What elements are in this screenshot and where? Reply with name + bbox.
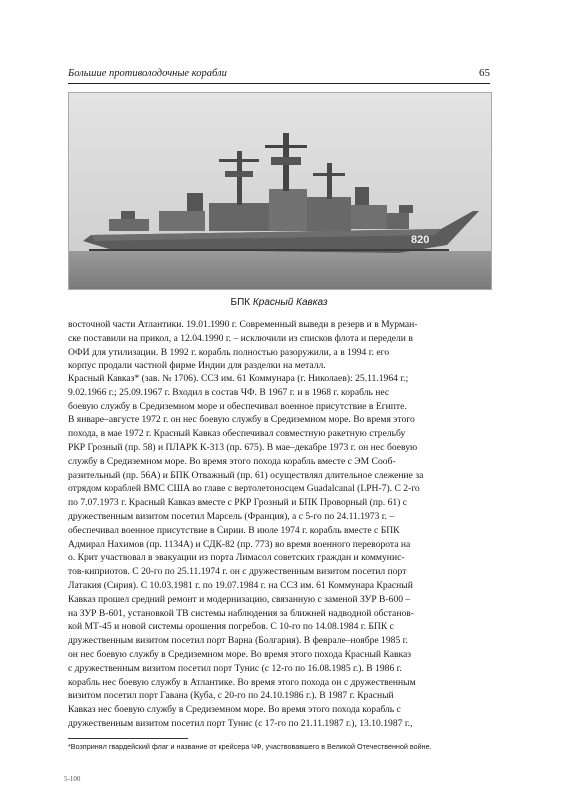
text-line: тов-киприотов. С 20-го по 25.11.1974 г. он с дружественным визитом посетил порт [68,566,407,578]
text-line: корабль нес боевую службу в Атлантике. Во время этого похода он с дружественным [68,676,416,688]
paragraph-2 [68,372,490,731]
text-line: боевую службу в Средиземном море и обеспечивал военное присутствие в Египте. [68,400,407,412]
text-line: обеспечивал военное присутствие в Сирии. В июле 1974 г. корабль вместе с БПК [68,524,400,536]
text-line: Латакия (Сирия). С 10.03.1981 г. по 19.07.1984 г. на ССЗ им. 61 Коммунара Красный [68,579,413,591]
page-number: 65 [479,67,490,79]
text-line: по 7.07.1973 г. Красный Кавказ вместе с РКР Грозный и БПК Проворный (пр. 61) с [68,497,408,509]
footnote-rule [68,738,188,739]
text-line: визитом посетил порт Гавана (Куба, с 20-го по 24.10.1986 г.). В 1987 г. Красный [68,690,394,702]
caption-prefix: БПК [230,297,253,308]
text-line: Кавказ нес боевую службу в Средиземном море. Во время этого похода корабль с [68,704,401,716]
text-line: с дружественным визитом посетил порт Тунис (с 12-го по 16.08.1985 г.). В 1986 г. [68,662,402,674]
running-header [68,67,490,84]
text-line: службу в Средиземном море. Во время этого похода корабль вместе с ЭМ Сооб- [68,455,396,467]
text-line: ОФИ для утилизации. В 1992 г. корабль полностью разоружили, а в 1994 г. его [68,346,390,358]
text-line: отрядом кораблей ВМС США во главе с вертолетоносцем Guadalcanal (LPH-7). С 2-го [68,483,420,495]
text-line: корпус продали частной фирме Индии для разделки на металл. [68,360,326,372]
hull-number: 820 [411,234,430,246]
signature-mark: 5-100 [64,775,81,783]
ship-photo [68,92,492,290]
text-line: Красный Кавказ* (зав. № 1706). ССЗ им. 61 Коммунара (г. Николаев): 25.11.1964 г.; [68,373,409,384]
text-line: Кавказ прошел средний ремонт и модернизацию, связанную с заменой ЗУР В-600 – [68,593,411,605]
text-line: ске поставили на прикол, а 12.04.1990 г. – исключили из списков флота и передели в [68,332,413,344]
footnote: *Возпринял гвардейский флаг и название от крейсера ЧФ, участвовавшего в Великой Отечественной войне. [68,742,432,751]
text-line: на ЗУР В-601, установкой ТВ системы наблюдения за ближней надводной обстанов- [68,607,414,619]
paragraph-1 [68,318,490,373]
text-line: разительный (пр. 56А) и БПК Отважный (пр. 61) осуществлял длительное слежение за [68,469,424,481]
caption-ship-name: Красный Кавказ [252,297,328,308]
text-line: он нес боевую службу в Средиземном море. Во время этого похода Красный Кавказ [68,648,412,660]
text-line: дружественным визитом посетил порт Тунис (с 17-го по 21.11.1987 г.), 13.10.1987 г., [68,717,413,729]
photo-caption [68,297,490,308]
text-line: РКР Грозный (пр. 58) и ПЛАРК К-313 (пр. 675). В мае–декабре 1973 г. он нес боевую [68,441,418,453]
text-line: кой МТ-45 и новой системы орошения погребов. С 10-го по 14.08.1984 г. БПК с [68,621,394,633]
text-line: дружественным визитом посетил Марсель (Франция), а с 5-го по 24.11.1973 г. – [68,510,395,522]
text-line: 9.02.1966 г.; 25.09.1967 г. Входил в состав ЧФ. В 1967 г. и в 1968 г. корабль нес [68,386,390,398]
text-line: восточной части Атлантики. 19.01.1990 г. Современный выведи в резерв и в Мурман- [68,319,418,330]
text-line: о. Крит участвовал в эвакуации из порта Лимасол советских граждан и коммунис- [68,552,405,564]
text-line: дружественным визитом посетил порт Варна (Болгария). В феврале–ноябре 1985 г. [68,635,408,647]
text-line: похода, в мае 1972 г. Красный Кавказ обеспечивал совместную ракетную стрельбу [68,428,406,440]
running-title: Большие противолодочные корабли [68,68,227,79]
text-line: Адмирал Нахимов (пр. 1134А) и СДК-82 (пр. 773) во время военного переворота на [68,538,411,550]
text-line: В январе–августе 1972 г. он нес боевую службу в Средиземном море. Во время этого [68,414,415,426]
